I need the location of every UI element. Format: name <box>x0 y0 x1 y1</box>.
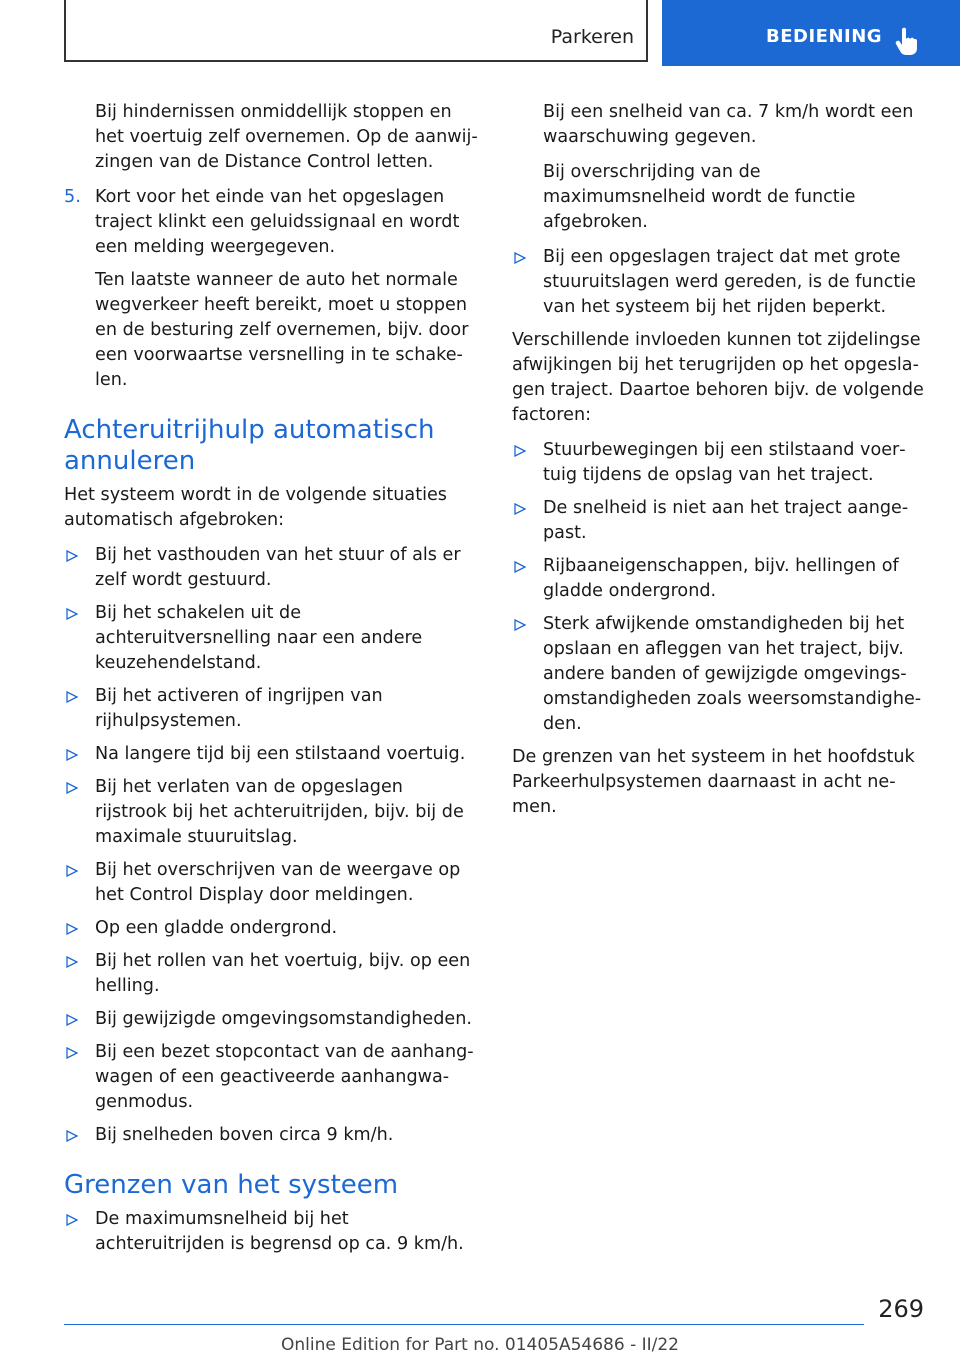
list-item: Bij snelheden boven circa 9 km/h. <box>64 1123 478 1148</box>
bullet-list <box>64 1207 478 1257</box>
bullet-list <box>512 438 928 737</box>
triangle-bullet-icon <box>66 956 78 968</box>
triangle-bullet-icon <box>66 691 78 703</box>
step-number: 5. <box>64 187 81 207</box>
list-item: Bij het rollen van het voertuig, bijv. op een helling. <box>64 949 478 999</box>
section-heading: Achteruitrijhulp automatisch annuleren <box>64 415 435 476</box>
list-item: De maximumsnelheid bij het achteruitrijden is begrensd op ca. 9 km/h. <box>64 1207 478 1257</box>
triangle-bullet-icon <box>514 252 526 264</box>
step-continuation: Bij hindernissen onmiddellijk stoppen en het voertuig zelf overnemen. Op de aanwijzingen van de Distance Control letten. <box>95 102 478 172</box>
triangle-bullet-icon <box>514 445 526 457</box>
right-column <box>512 100 928 830</box>
numbered-step <box>64 185 478 260</box>
triangle-bullet-icon <box>66 923 78 935</box>
chapter-title: BEDIENING <box>766 26 883 47</box>
list-item: Rijbaaneigenschappen, bijv. hellingen of gladde ondergrond. <box>512 554 928 604</box>
footer-divider <box>64 1324 864 1325</box>
edition-footer: Online Edition for Part no. 01405A54686 - II/22 <box>280 1335 679 1355</box>
bullet-list <box>64 543 478 1148</box>
list-item: Bij het verlaten van de opgeslagen rijstrook bij het achteruitrijden, bijv. bij de maximale stuuruitslag. <box>64 775 478 850</box>
list-item: Sterk afwijkende omstandigheden bij het opslaan en afleggen van het traject, bijv. andere banden of gewijzigde omgevingsomstandigheden zoals weersomstandigheden. <box>512 612 928 737</box>
chapter-tab <box>662 0 960 66</box>
triangle-bullet-icon <box>514 503 526 515</box>
page-number: 269 <box>878 1295 924 1323</box>
list-item: Stuurbewegingen bij een stilstaand voertuig tijdens de opslag van het traject. <box>512 438 928 488</box>
triangle-bullet-icon <box>66 608 78 620</box>
bullet-continuation: Bij een snelheid van ca. 7 km/h wordt een waarschuwing gegeven. <box>543 102 914 147</box>
page-header <box>0 0 960 66</box>
triangle-bullet-icon <box>66 1214 78 1226</box>
left-column <box>64 100 478 1265</box>
list-item: Bij het overschrijven van de weergave op het Control Display door meldingen. <box>64 858 478 908</box>
list-item: Na langere tijd bij een stilstaand voertuig. <box>64 742 478 767</box>
hand-pointer-icon <box>894 26 920 56</box>
triangle-bullet-icon <box>66 1130 78 1142</box>
paragraph: Verschillende invloeden kunnen tot zijdelingse afwijkingen bij het terugrijden op het opgeslagen traject. Daartoe behoren bijv. de volgende factoren: <box>512 330 924 425</box>
list-item: Bij het activeren of ingrijpen van rijhulpsystemen. <box>64 684 478 734</box>
section-title: Parkeren <box>550 26 634 48</box>
triangle-bullet-icon <box>514 619 526 631</box>
step-continuation: Ten laatste wanneer de auto het normale wegverkeer heeft bereikt, moet u stoppen en de besturing zelf overnemen, bijv. door een voorwaartse versnelling in te schakelen. <box>95 270 469 390</box>
bullet-continuation: Bij overschrijding van de maximumsnelheid wordt de functie afgebroken. <box>543 162 856 232</box>
section-header-box <box>64 0 648 62</box>
list-item: Bij het schakelen uit de achteruitversnelling naar een andere keuzehendelstand. <box>64 601 478 676</box>
triangle-bullet-icon <box>514 561 526 573</box>
paragraph: De grenzen van het systeem in het hoofdstuk Parkeerhulpsystemen daarnaast in acht nemen. <box>512 747 915 817</box>
paragraph: Het systeem wordt in de volgende situaties automatisch afgebroken: <box>64 485 447 530</box>
list-item: De snelheid is niet aan het traject aangepast. <box>512 496 928 546</box>
section-heading: Grenzen van het systeem <box>64 1170 399 1200</box>
triangle-bullet-icon <box>66 782 78 794</box>
list-item: Bij een opgeslagen traject dat met grote stuuruitslagen werd gereden, is de functie van het systeem bij het rijden beperkt. <box>512 245 928 320</box>
triangle-bullet-icon <box>66 1047 78 1059</box>
bullet-list <box>512 245 928 320</box>
step-text: Kort voor het einde van het opgeslagen traject klinkt een geluidssignaal en wordt een melding weergegeven. <box>95 187 460 257</box>
list-item: Bij een bezet stopcontact van de aanhangwagen of een geactiveerde aanhangwagenmodus. <box>64 1040 478 1115</box>
triangle-bullet-icon <box>66 865 78 877</box>
list-item: Bij het vasthouden van het stuur of als er zelf wordt gestuurd. <box>64 543 478 593</box>
triangle-bullet-icon <box>66 749 78 761</box>
triangle-bullet-icon <box>66 550 78 562</box>
list-item: Op een gladde ondergrond. <box>64 916 478 941</box>
triangle-bullet-icon <box>66 1014 78 1026</box>
list-item: Bij gewijzigde omgevingsomstandigheden. <box>64 1007 478 1032</box>
